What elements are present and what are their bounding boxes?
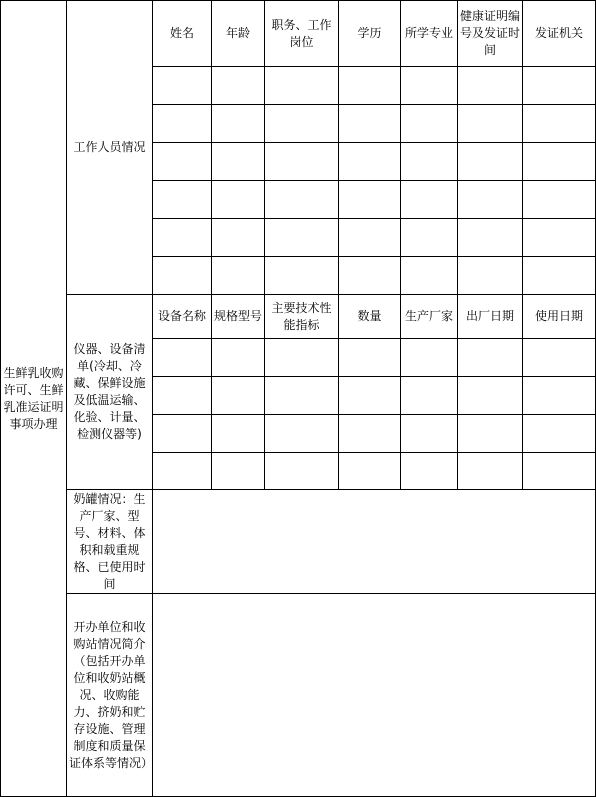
equipment-row-4-col-1[interactable] [153,453,212,490]
staff-row-4-col-1[interactable] [153,181,212,219]
staff-row-1-col-4[interactable] [339,67,401,105]
equipment-header-manufacturer: 生产厂家 [401,295,458,339]
equipment-row-3-col-2[interactable] [212,415,265,453]
equipment-row-2-col-3[interactable] [265,377,339,415]
staff-header-major: 所学专业 [401,0,458,67]
equipment-row-4-col-4[interactable] [339,453,401,490]
staff-row-1-col-5[interactable] [401,67,458,105]
staff-row-4-col-2[interactable] [212,181,265,219]
staff-header-issuer: 发证机关 [523,0,596,67]
staff-row-5-col-5[interactable] [401,219,458,257]
equipment-row-3-col-3[interactable] [265,415,339,453]
equipment-row-3-col-5[interactable] [401,415,458,453]
tank-section-label: 奶罐情况：生产厂家、型号、材料、体积和载重规格、已使用时间 [67,490,153,594]
staff-row-6-col-4[interactable] [339,257,401,295]
equipment-row-2-col-7[interactable] [523,377,596,415]
intro-section-content[interactable] [153,594,596,797]
equipment-header-model: 规格型号 [212,295,265,339]
staff-row-5-col-1[interactable] [153,219,212,257]
equipment-row-1-col-6[interactable] [458,339,523,377]
staff-row-1-col-2[interactable] [212,67,265,105]
equipment-header-name: 设备名称 [153,295,212,339]
staff-row-2-col-3[interactable] [265,105,339,143]
staff-row-5-col-7[interactable] [523,219,596,257]
staff-row-5-col-2[interactable] [212,219,265,257]
equipment-row-2-col-5[interactable] [401,377,458,415]
staff-row-1-col-6[interactable] [458,67,523,105]
equipment-row-2-col-2[interactable] [212,377,265,415]
staff-row-4-col-3[interactable] [265,181,339,219]
staff-row-5-col-4[interactable] [339,219,401,257]
equipment-header-specs: 主要技术性能指标 [265,295,339,339]
section-title: 生鲜乳收购许可、生鲜乳准运证明事项办理 [0,0,67,797]
tank-section-content[interactable] [153,490,596,594]
staff-row-5-col-3[interactable] [265,219,339,257]
equipment-row-4-col-6[interactable] [458,453,523,490]
intro-section-label: 开办单位和收购站情况简介（包括开办单位和收奶站概况、收购能力、挤奶和贮存设施、管理制度和质量保证体系等情况） [67,594,153,797]
equipment-row-1-col-4[interactable] [339,339,401,377]
staff-row-3-col-3[interactable] [265,143,339,181]
staff-row-3-col-6[interactable] [458,143,523,181]
staff-row-6-col-2[interactable] [212,257,265,295]
staff-row-3-col-2[interactable] [212,143,265,181]
staff-row-6-col-1[interactable] [153,257,212,295]
equipment-row-1-col-2[interactable] [212,339,265,377]
staff-header-name: 姓名 [153,0,212,67]
staff-row-1-col-1[interactable] [153,67,212,105]
staff-row-2-col-7[interactable] [523,105,596,143]
equipment-row-3-col-6[interactable] [458,415,523,453]
equipment-row-1-col-1[interactable] [153,339,212,377]
equipment-row-2-col-4[interactable] [339,377,401,415]
equipment-row-3-col-1[interactable] [153,415,212,453]
staff-row-4-col-7[interactable] [523,181,596,219]
equipment-row-4-col-7[interactable] [523,453,596,490]
equipment-row-4-col-2[interactable] [212,453,265,490]
staff-row-6-col-3[interactable] [265,257,339,295]
equipment-header-quantity: 数量 [339,295,401,339]
staff-row-6-col-7[interactable] [523,257,596,295]
equipment-row-2-col-1[interactable] [153,377,212,415]
staff-row-5-col-6[interactable] [458,219,523,257]
staff-row-4-col-4[interactable] [339,181,401,219]
equipment-row-4-col-5[interactable] [401,453,458,490]
equipment-section-label: 仪器、设备清单(冷却、冷藏、保鲜设施及低温运输、化验、计量、检测仪器等) [67,295,153,490]
staff-row-1-col-7[interactable] [523,67,596,105]
staff-row-3-col-1[interactable] [153,143,212,181]
equipment-row-2-col-6[interactable] [458,377,523,415]
staff-row-4-col-6[interactable] [458,181,523,219]
staff-header-position: 职务、工作岗位 [265,0,339,67]
staff-row-6-col-6[interactable] [458,257,523,295]
staff-header-education: 学历 [339,0,401,67]
equipment-row-1-col-3[interactable] [265,339,339,377]
equipment-row-3-col-4[interactable] [339,415,401,453]
staff-row-3-col-4[interactable] [339,143,401,181]
staff-row-2-col-2[interactable] [212,105,265,143]
staff-row-6-col-5[interactable] [401,257,458,295]
staff-row-2-col-5[interactable] [401,105,458,143]
equipment-row-4-col-3[interactable] [265,453,339,490]
staff-header-age: 年龄 [212,0,265,67]
staff-row-2-col-1[interactable] [153,105,212,143]
staff-header-health-cert: 健康证明编号及发证时间 [458,0,523,67]
staff-section-label: 工作人员情况 [67,0,153,295]
equipment-header-use-date: 使用日期 [523,295,596,339]
equipment-row-3-col-7[interactable] [523,415,596,453]
equipment-header-manufacture-date: 出厂日期 [458,295,523,339]
staff-row-3-col-5[interactable] [401,143,458,181]
staff-row-2-col-6[interactable] [458,105,523,143]
equipment-row-1-col-7[interactable] [523,339,596,377]
staff-row-3-col-7[interactable] [523,143,596,181]
staff-row-1-col-3[interactable] [265,67,339,105]
staff-row-4-col-5[interactable] [401,181,458,219]
equipment-row-1-col-5[interactable] [401,339,458,377]
staff-row-2-col-4[interactable] [339,105,401,143]
